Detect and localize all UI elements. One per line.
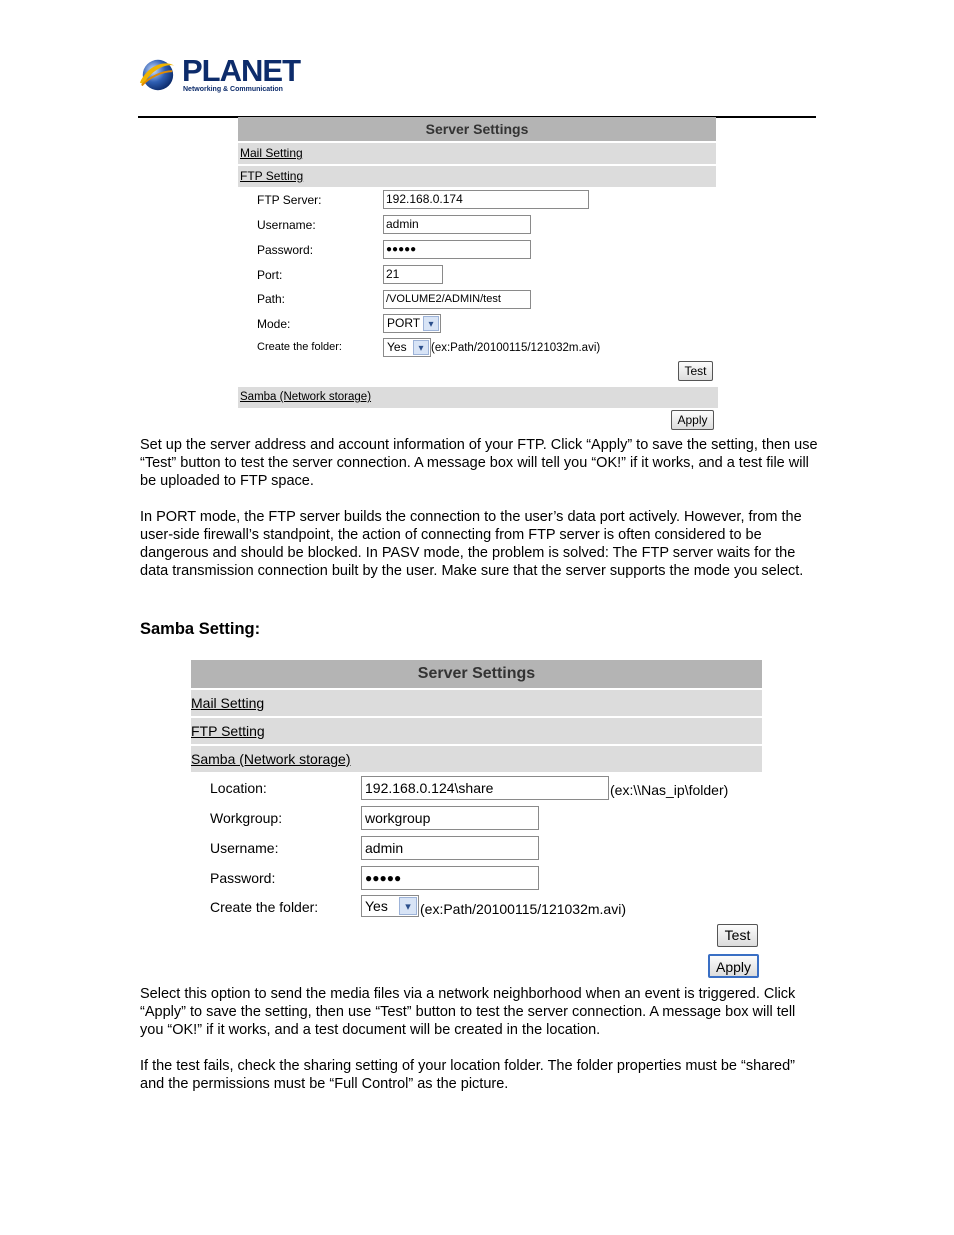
username-input[interactable]: admin xyxy=(383,215,531,234)
create-folder-select[interactable] xyxy=(361,895,419,917)
location-label: Location: xyxy=(210,780,267,796)
ftp-setting-link[interactable]: FTP Setting xyxy=(191,723,265,739)
brand-tagline: Networking & Communication xyxy=(183,86,283,93)
password-input[interactable]: ●●●●● xyxy=(361,866,539,890)
location-input[interactable]: 192.168.0.124\share xyxy=(361,776,609,800)
mode-select[interactable] xyxy=(383,314,441,333)
password-input[interactable]: ●●●●● xyxy=(383,240,531,259)
password-label: Password: xyxy=(257,243,314,257)
workgroup-input[interactable]: workgroup xyxy=(361,806,539,830)
apply-button[interactable]: Apply xyxy=(671,410,714,430)
mail-setting-bar xyxy=(238,141,716,164)
samba-setting-bar xyxy=(238,385,718,408)
location-hint: (ex:\\Nas_ip\folder) xyxy=(610,782,729,798)
ftp-server-input[interactable]: 192.168.0.174 xyxy=(383,190,589,209)
samba-setting-bar xyxy=(191,744,762,772)
ftp-setting-bar xyxy=(238,164,716,187)
samba-server-settings-panel xyxy=(191,660,762,980)
brand-name: PLANET xyxy=(182,53,300,88)
sharing-note: If the test fails, check the sharing setting of your location folder. The folder properties must be “shared” and the permissions must be “Full Control” as the picture. xyxy=(140,1058,795,1092)
workgroup-label: Workgroup: xyxy=(210,810,283,826)
ftp-setting-bar xyxy=(191,716,762,744)
username-label: Username: xyxy=(257,218,316,232)
password-label: Password: xyxy=(210,870,276,886)
port-mode-description: In PORT mode, the FTP server builds the connection to the user’s data port actively. However, from the user-side firewall’s standpoint, the action of connecting from FTP server is often considered to be dangerous and should be blocked. In PASV mode, the problem is solved: The FTP server waits for the data transmission connection built by the user. Make sure that the server supports the mode you select. xyxy=(140,509,804,579)
create-folder-label: Create the folder: xyxy=(210,899,319,915)
apply-button[interactable]: Apply xyxy=(708,954,759,978)
port-input[interactable]: 21 xyxy=(383,265,443,284)
create-folder-select[interactable] xyxy=(383,338,431,357)
create-folder-hint: (ex:Path/20100115/121032m.avi) xyxy=(431,342,601,354)
panel-title: Server Settings xyxy=(238,117,716,141)
panel-title: Server Settings xyxy=(191,660,762,688)
username-input[interactable]: admin xyxy=(361,836,539,860)
mail-setting-link[interactable]: Mail Setting xyxy=(240,146,303,160)
globe-icon xyxy=(138,56,176,94)
test-button[interactable]: Test xyxy=(717,924,758,947)
create-folder-hint: (ex:Path/20100115/121032m.avi) xyxy=(420,901,626,917)
port-label: Port: xyxy=(257,268,283,282)
path-input[interactable]: /VOLUME2/ADMIN/test xyxy=(383,290,531,309)
mail-setting-link[interactable]: Mail Setting xyxy=(191,695,265,711)
create-folder-value: Yes xyxy=(387,340,407,354)
ftp-description: Set up the server address and account information of your FTP. Click “Apply” to save the setting, then use “Test” button to test the server connection. A message box will tell you “OK!” if it works, and a test file will be uploaded to FTP space. xyxy=(140,437,818,489)
samba-setting-link[interactable]: Samba (Network storage) xyxy=(240,391,372,403)
planet-logo xyxy=(138,52,298,100)
path-label: Path: xyxy=(257,292,286,306)
ftp-server-settings-panel xyxy=(238,117,716,435)
samba-heading: Samba Setting: xyxy=(140,620,261,638)
samba-description: Select this option to send the media files via a network neighborhood when an event is triggered. Click “Apply” to save the setting, then use “Test” button to test the server connection. A message box will tell you “OK!” if it works, and a test document will be created in the location. xyxy=(140,986,796,1038)
mode-select-value: PORT xyxy=(387,316,421,330)
chevron-down-icon: ▾ xyxy=(423,316,439,331)
chevron-down-icon: ▾ xyxy=(413,340,429,355)
username-label: Username: xyxy=(210,840,279,856)
create-folder-label: Create the folder: xyxy=(257,341,342,353)
mode-label: Mode: xyxy=(257,317,291,331)
samba-setting-link[interactable]: Samba (Network storage) xyxy=(191,751,351,767)
ftp-server-label: FTP Server: xyxy=(257,193,322,207)
mail-setting-bar xyxy=(191,688,762,716)
chevron-down-icon: ▾ xyxy=(399,897,417,915)
ftp-setting-link[interactable]: FTP Setting xyxy=(240,169,304,183)
create-folder-value: Yes xyxy=(365,898,388,914)
test-button[interactable]: Test xyxy=(678,361,713,381)
